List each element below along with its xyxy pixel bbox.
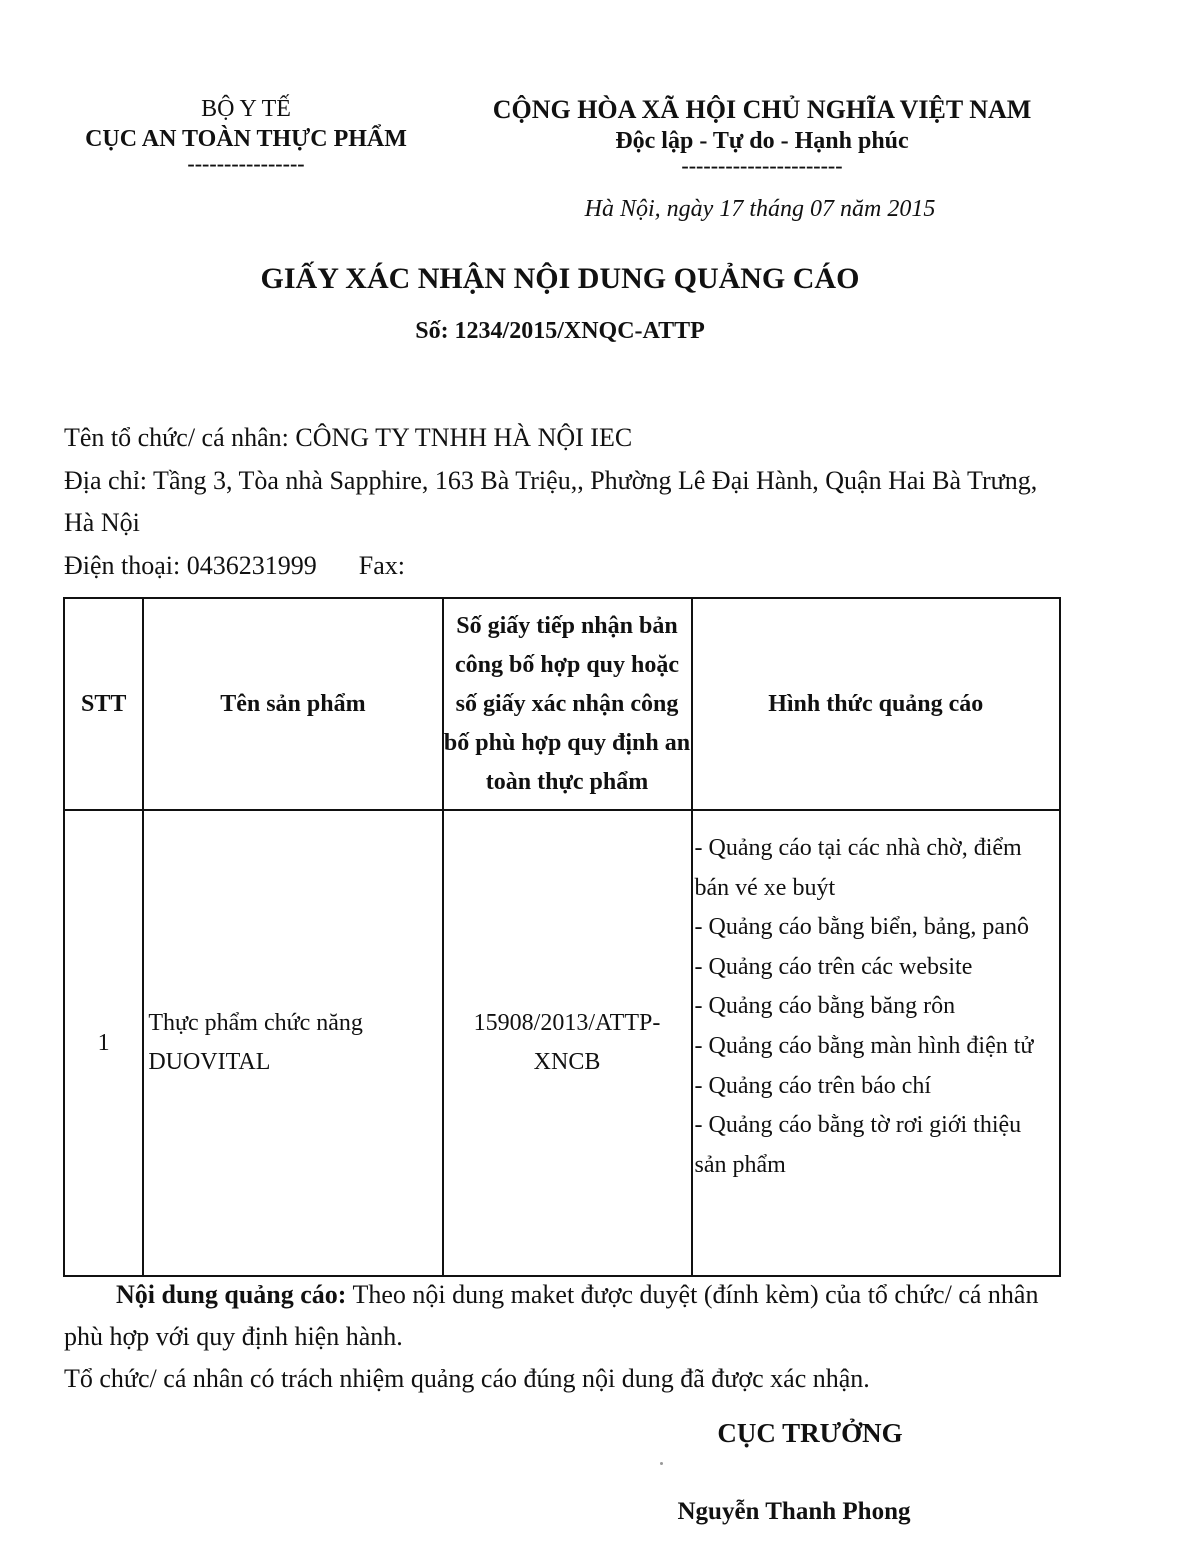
advertising-form-item: - Quảng cáo tại các nhà chờ, điểm bán vé xe buýt [694, 835, 1022, 901]
motto-separator: ---------------------- [681, 153, 843, 178]
document-title: GIẤY XÁC NHẬN NỘI DUNG QUẢNG CÁO [260, 262, 860, 295]
phone-number: Điện thoại: 0436231999 [64, 551, 317, 580]
national-header-block [462, 94, 1062, 176]
content-label: Nội dung quảng cáo: [116, 1280, 347, 1309]
advertising-form-item: - Quảng cáo bằng băng rôn [694, 993, 956, 1020]
advertising-form-item: - Quảng cáo trên báo chí [694, 1072, 932, 1099]
row-product-name: Thực phẩm chức năng DUOVITAL [143, 810, 442, 1276]
advertising-form-item: - Quảng cáo bằng biển, bảng, panô [694, 914, 1030, 941]
advertising-form-item: - Quảng cáo bằng tờ rơi giới thiệu sản phẩm [694, 1112, 1022, 1178]
responsibility-text: Tổ chức/ cá nhân có trách nhiệm quảng cáo đúng nội dung đã được xác nhận. [64, 1364, 870, 1393]
row-certificate-number: 15908/2013/ATTP-XNCB [443, 810, 692, 1276]
organization-name: Tên tổ chức/ cá nhân: CÔNG TY TNHH HÀ NỘI IEC [64, 423, 633, 452]
advertising-table [63, 597, 1061, 1277]
ministry-name: BỘ Y TẾ [201, 96, 291, 122]
advertising-form-item: - Quảng cáo bằng màn hình điện tử [694, 1032, 1034, 1059]
table-header-row [64, 598, 1060, 810]
organization-address: Địa chỉ: Tầng 3, Tòa nhà Sapphire, 163 Bà Triệu,, Phường Lê Đại Hành, Quận Hai Bà Trưng, Hà Nội [64, 466, 1038, 537]
content-text: Theo nội dung maket được duyệt (đính kèm) của tổ chức/ cá nhân phù hợp với quy định hiện hành. [64, 1280, 1039, 1351]
department-name: CỤC AN TOÀN THỰC PHẨM [85, 126, 407, 152]
country-name: CỘNG HÒA XÃ HỘI CHỦ NGHĨA VIỆT NAM [492, 95, 1032, 124]
table-row [64, 810, 1060, 1276]
content-section [64, 1274, 1064, 1400]
document-number: Số: 1234/2015/XNQC-ATTP [415, 318, 705, 344]
fax-number: Fax: [358, 551, 405, 580]
header-stt: STT [64, 598, 143, 810]
contact-line [64, 546, 405, 586]
row-advertising-forms [692, 810, 1061, 1276]
content-paragraph [64, 1274, 1064, 1358]
header-product-name: Tên sản phẩm [143, 598, 442, 810]
date-line: Hà Nội, ngày 17 tháng 07 năm 2015 [584, 196, 936, 222]
signer-title: CỤC TRƯỞNG [717, 1418, 903, 1448]
header-advertising-forms: Hình thức quảng cáo [692, 598, 1061, 810]
row-stt: 1 [64, 810, 143, 1276]
signer-name: Nguyễn Thanh Phong [677, 1498, 911, 1525]
signature-mark [660, 1462, 663, 1465]
agency-separator: ---------------- [187, 151, 305, 176]
national-motto: Độc lập - Tự do - Hạnh phúc [615, 128, 909, 154]
header-certificate-number: Số giấy tiếp nhận bản công bố hợp quy hoặc số giấy xác nhận công bố phù hợp quy định an toàn thực phẩm [443, 598, 692, 810]
issuing-agency-block [40, 94, 452, 174]
advertising-form-item: - Quảng cáo trên các website [694, 953, 973, 980]
